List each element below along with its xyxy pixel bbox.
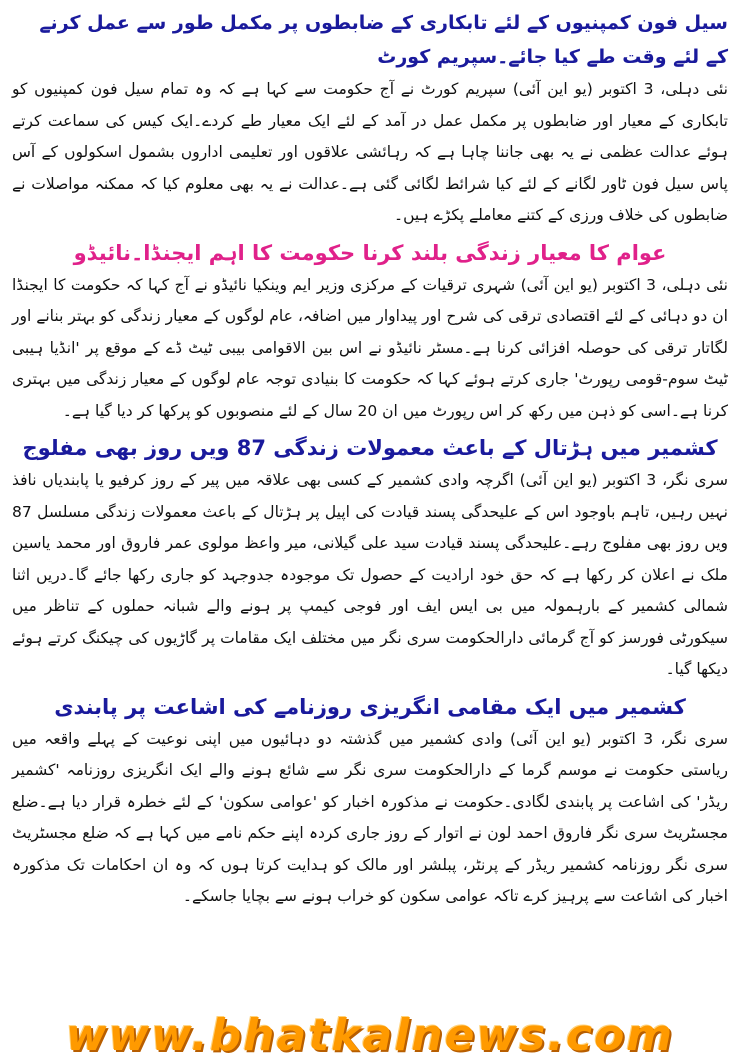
article-headline: کشمیر میں ایک مقامی انگریزی روزنامے کی اشاعت پر پابندی	[54, 694, 686, 719]
article-headline: سیل فون کمپنیوں کے لئے تابکاری کے ضابطوں پر مکمل طور سے عمل کرنے کے لئے وقت طے کیا جائے۔سپریم کورٹ	[39, 12, 728, 68]
article-kashmir-strike	[12, 431, 728, 686]
article-headline: کشمیر میں ہڑتال کے باعث معمولات زندگی 87 ویں روز بھی مفلوج	[22, 436, 718, 460]
article-body: سری نگر، 3 اکتوبر (یو این آئی) اگرچہ وادی کشمیر کے کسی بھی علاقہ میں پیر کے روز کرفیو یا پابندیاں نافذ نہیں رہیں، تاہم باوجود اس کے علیحدگی پسند قیادت کی اپیل پر ہڑتال کے باعث معمولات زندگی مسلسل 87 ویں روز بھی مفلوج رہے۔علیحدگی پسند قیادت سید علی گیلانی، میر واعظ مولوی عمر فاروق اور محمد یاسین ملک نے اعلان کر رکھا ہے کہ حق خود ارادیت کے حصول تک موجودہ جدوجہد کو جاری رکھا جائے گا۔دریں اثنا شمالی کشمیر کے بارہمولہ میں بی ایس ایف اور فوجی کیمپ پر ہونے والے شبانہ حملوں کے تناظر میں سیکورٹی فورسز کو آج گرمائی دارالحکومت سری نگر میں مختلف ایک مقامات پر گاڑیوں کی چیکنگ کرتے ہوئے دیکھا گیا۔	[12, 471, 728, 678]
article-body: سری نگر، 3 اکتوبر (یو این آئی) وادی کشمیر میں گذشتہ دو دہائیوں میں اپنی نوعیت کے پہلے واقعہ میں ریاستی حکومت نے موسم گرما کے دارالحکومت سری نگر سے شائع ہونے والے ایک انگریزی روزنامہ 'کشمیر ریڈر' کی اشاعت پر پابندی لگادی۔حکومت نے مذکورہ اخبار کو 'عوامی سکون' کے لئے خطرہ قرار دیا ہے۔ضلع مجسٹریٹ سری نگر فاروق احمد لون نے اتوار کے روز جاری کردہ اپنے حکم نامے میں کہا ہے کہ ضلع مجسٹریٹ سری نگر روزنامہ کشمیر ریڈر کے پرنٹر، پبلشر اور مالک کو ہدایت کرتا ہوں کہ وہ ان احکامات تک مذکورہ اخبار کی اشاعت سے پرہیز کرے تاکہ عوامی سکون کو خراب ہونے سے بچایا جاسکے۔	[12, 729, 728, 905]
article-newspaper-ban	[12, 690, 728, 913]
article-body: نئی دہلی، 3 اکتوبر (یو این آئی) شہری ترقیات کے مرکزی وزیر ایم وینکیا نائیڈو نے آج کہا کہ حکومت کا ایجنڈا ان دو دہائی کے لئے اقتصادی ترقی کی شرح اور پیداوار میں اضافہ، عام لوگوں کے معیار زندگی کو بہتر بنانے اور لگاتار ترقی کی حوصلہ افزائی کرنا ہے۔مسٹر نائیڈو نے اس بین الاقوامی بیبی ٹیٹ ڈے کے موقع پر 'انڈیا ہیبی ٹیٹ سوم-قومی رپورٹ' جاری کرتے ہوئے کہا کہ حکومت کا بنیادی توجہ عام لوگوں کے معیار زندگی میں بہتری کرنا ہے۔اسی کو ذہن میں رکھ کر اس رپورٹ میں ان 20 سال کے لئے منصوبوں کو پرکھا کر دیا گیا ہے۔	[12, 275, 728, 420]
article-headline: عوام کا معیار زندگی بلند کرنا حکومت کا اہم ایجنڈا۔نائیڈو	[73, 240, 667, 265]
article-cellphone-radiation	[12, 6, 728, 232]
article-living-standard	[12, 236, 728, 428]
site-watermark[interactable]: www.bhatkalnews.com	[65, 1010, 675, 1061]
article-body: نئی دہلی، 3 اکتوبر (یو این آئی) سپریم کورٹ نے آج حکومت سے کہا ہے کہ وہ تمام سیل فون کمپنیوں کو تابکاری کے معیار اور ضابطوں پر مکمل عمل در آمد کے لئے ایک معیار طے کردے۔ایک کیس کی سماعت کرتے ہوئے عدالت عظمی نے یہ بھی جاننا چاہا ہے کہ رہائشی علاقوں اور تعلیمی اداروں بشمول اسکولوں کے آس پاس سیل فون ٹاور لگانے کے لئے کیا شرائط لگائی گئی ہے۔عدالت نے یہ بھی معلوم کیا کہ ممکنہ مواصلات نے ضابطوں کی خلاف ورزی کے کتنے معاملے پکڑے ہیں۔	[12, 80, 728, 224]
